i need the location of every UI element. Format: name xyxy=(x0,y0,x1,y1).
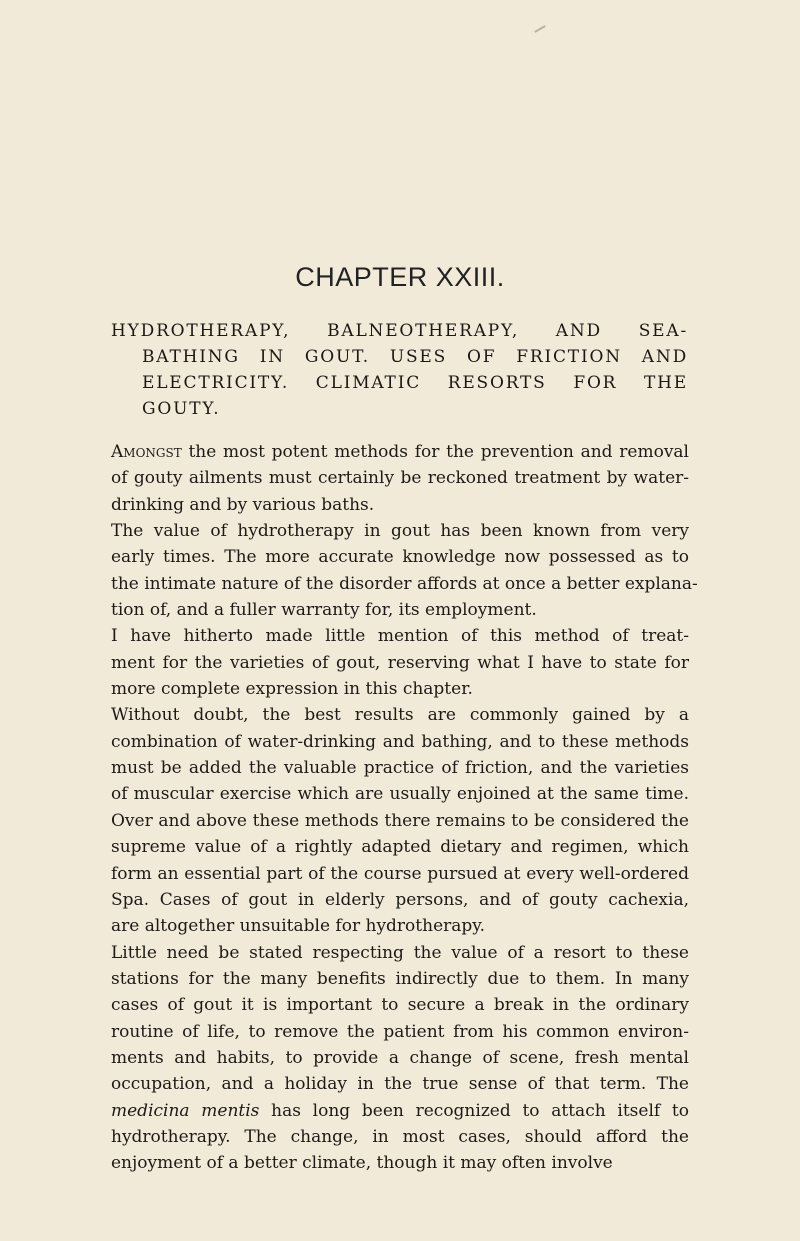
text-line-rest: the most potent methods for the prevention and removal xyxy=(181,442,689,462)
text-line: enjoyment of a better climate, though it may often involve xyxy=(111,1153,613,1174)
text-line: ment for the varieties of gout, reserving what I have to state for xyxy=(111,652,689,673)
text-line: are altogether unsuitable for hydrotherapy. xyxy=(111,916,486,937)
subtitle-line: HYDROTHERAPY, BALNEOTHERAPY, AND SEA- xyxy=(111,321,688,341)
opening-word: Amongst xyxy=(111,442,182,462)
text-line: more complete expression in this chapter. xyxy=(111,679,473,700)
text-line: must be added the valuable practice of friction, and the varieties xyxy=(111,758,689,779)
subtitle-line: BATHING IN GOUT. USES OF FRICTION AND xyxy=(142,347,688,367)
text-line: Spa. Cases of gout in elderly persons, and of gouty cachexia, xyxy=(111,889,689,910)
text-line: Little need be stated respecting the value of a resort to these xyxy=(111,942,689,963)
text-line: routine of life, to remove the patient from his common environ- xyxy=(111,1021,689,1042)
text-line: early times. The more accurate knowledge now possessed as to xyxy=(111,547,689,568)
text-line xyxy=(111,439,689,465)
text-line: The value of hydrotherapy in gout has been known from very xyxy=(111,521,689,542)
text-line: Over and above these methods there remains to be considered the xyxy=(111,810,689,831)
text-line: of muscular exercise which are usually enjoined at the same time. xyxy=(111,784,689,805)
text-line: Without doubt, the best results are commonly gained by a xyxy=(111,705,689,726)
text-line: supreme value of a rightly adapted dietary and regimen, which xyxy=(111,837,689,858)
text-line: stations for the many benefits indirectly due to them. In many xyxy=(111,968,689,989)
text-line: the intimate nature of the disorder affords at once a better explana- xyxy=(111,573,698,594)
text-line: cases of gout it is important to secure a break in the ordinary xyxy=(111,995,689,1016)
text-line xyxy=(111,1098,689,1124)
text-line: ments and habits, to provide a change of scene, fresh mental xyxy=(111,1047,689,1068)
stray-mark xyxy=(534,25,545,33)
chapter-title: CHAPTER XXIII. xyxy=(295,262,505,292)
italic-phrase: medicina mentis xyxy=(111,1100,260,1121)
text-line: tion of, and a fuller warranty for, its employment. xyxy=(111,600,537,621)
text-line: combination of water-drinking and bathing, and to these methods xyxy=(111,731,689,752)
text-line: hydrotherapy. The change, in most cases, should afford the xyxy=(111,1126,689,1147)
subtitle-line: GOUTY. xyxy=(142,399,221,419)
text-line-rest: has long been recognized to attach itself to xyxy=(259,1100,689,1121)
body-text xyxy=(111,439,698,1177)
text-line: of gouty ailments must certainly be reckoned treatment by water- xyxy=(111,468,689,489)
chapter-subtitle xyxy=(111,318,688,422)
text-line: occupation, and a holiday in the true sense of that term. The xyxy=(111,1074,689,1095)
subtitle-line: ELECTRICITY. CLIMATIC RESORTS FOR THE xyxy=(142,373,688,393)
text-line: form an essential part of the course pursued at every well-ordered xyxy=(111,863,689,884)
text-line: I have hitherto made little mention of this method of treat- xyxy=(111,626,689,647)
text-line: drinking and by various baths. xyxy=(111,494,375,515)
